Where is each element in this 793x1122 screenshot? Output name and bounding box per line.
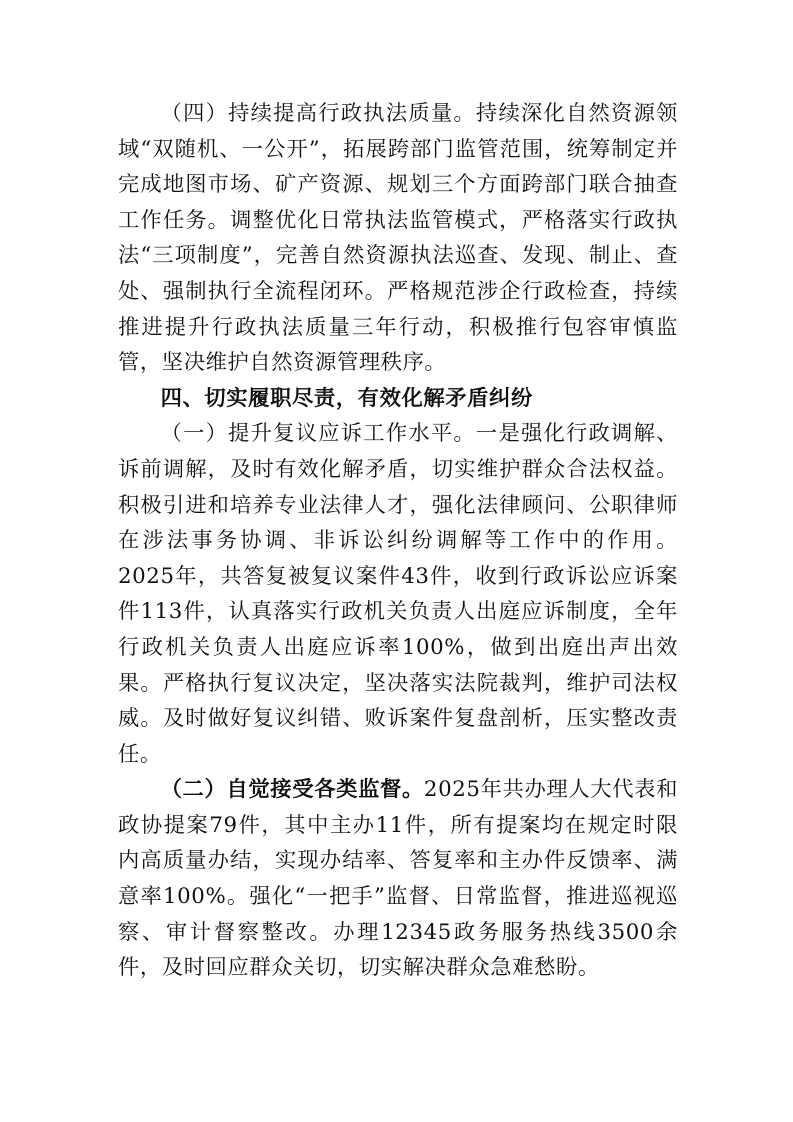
document-body	[118, 96, 678, 986]
paragraph-heading: （二）自觉接受各类监督。	[160, 777, 424, 803]
paragraph-review-litigation	[118, 416, 678, 772]
section-heading: 四、切实履职尽责，有效化解矛盾纠纷	[160, 385, 533, 411]
paragraph-enforcement-quality	[118, 96, 678, 381]
paragraph-text: 持续深化自然资源领域“双随机、一公开”，拓展跨部门监管范围，统筹制定并完成地图市场、矿产资源、规划三个方面跨部门联合抽查工作任务。调整优化日常执法监管模式，严格落实行政执法“三项制度”，完善自然资源执法巡查、发现、制止、查处、强制执行全流程闭环。严格规范涉企行政检查，持续推进提升行政执法质量三年行动，积极推行包容审慎监管，坚决维护自然资源管理秩序。	[118, 101, 679, 376]
paragraph-heading: （一）提升复议应诉工作水平。	[160, 421, 476, 447]
paragraph-text: 一是强化行政调解、诉前调解，及时有效化解矛盾，切实维护群众合法权益。积极引进和培养专业法律人才，强化法律顾问、公职律师在涉法事务协调、非诉讼纠纷调解等工作中的作用。2025年，共答复被复议案件43件，收到行政诉讼应诉案件113件，认真落实行政机关负责人出庭应诉制度，全年行政机关负责人出庭应诉率100%，做到出庭出声出效果。严格执行复议决定，坚决落实法院裁判，维护司法权威。及时做好复议纠错、败诉案件复盘剖析，压实整改责任。	[118, 421, 679, 767]
paragraph-supervision	[118, 772, 678, 986]
paragraph-text: 2025年共办理人大代表和政协提案79件，其中主办11件，所有提案均在规定时限内高质量办结，实现办结率、答复率和主办件反馈率、满意率100%。强化“一把手”监督、日常监督，推进巡视巡察、审计督察整改。办理12345政务服务热线3500余件，及时回应群众关切，切实解决群众急难愁盼。	[118, 777, 679, 981]
paragraph-heading: （四）持续提高行政执法质量。	[160, 101, 476, 126]
